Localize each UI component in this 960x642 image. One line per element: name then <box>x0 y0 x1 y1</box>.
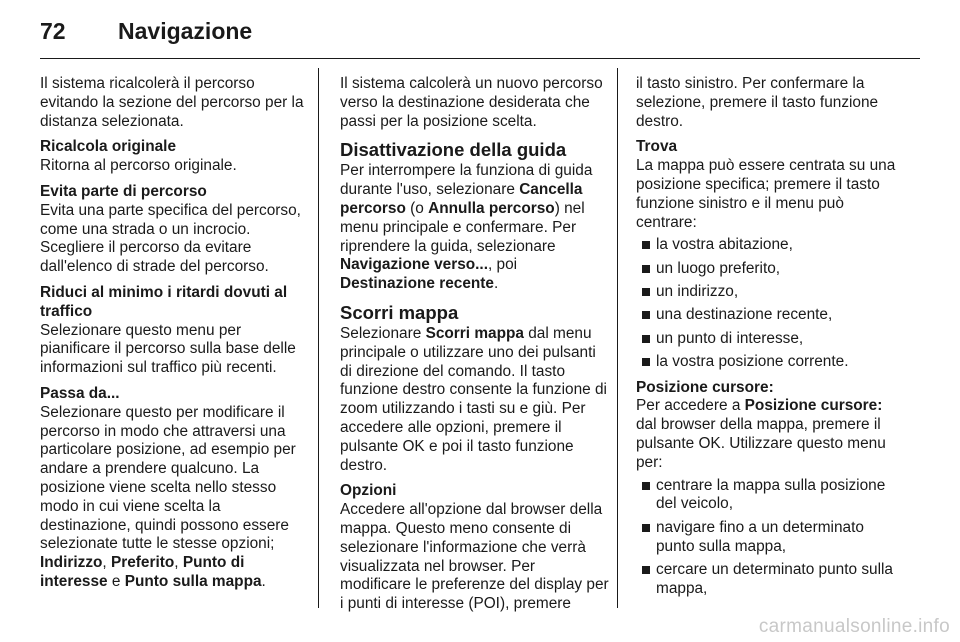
option-punto-di-interesse: Punto di interesse <box>40 554 245 590</box>
list-item: cercare un determinato punto sulla mappa, <box>636 561 906 599</box>
header-rule <box>40 58 920 59</box>
body-text: ) nel menu principale e confermare. Per riprendere la guida, selezionare <box>340 199 585 255</box>
subheading: Ricalcola originale <box>40 138 176 156</box>
list-item: centrare la mappa sulla posizione del veicolo, <box>636 477 906 515</box>
list-item: la vostra posizione corrente. <box>636 353 906 372</box>
body-text: La mappa può essere centrata su una posizione specifica; premere il tasto funzione sinistro e il menu può centrare: <box>636 157 896 231</box>
body-text: Ritorna al percorso originale. <box>40 157 237 175</box>
body-text: Selezionare <box>340 324 426 342</box>
column-right <box>636 75 906 603</box>
subheading: Opzioni <box>340 482 397 500</box>
subheading: Trova <box>636 138 678 156</box>
option-indirizzo: Indirizzo <box>40 554 103 572</box>
list-item: un luogo preferito, <box>636 260 906 279</box>
section-opzioni <box>340 482 610 614</box>
list-item: un indirizzo, <box>636 283 906 302</box>
body-text: Per interrompere la funziona di guida durante l'uso, selezionare <box>340 162 593 199</box>
body-text: Selezionare questo per modificare il percorso in modo che attraversi una particolare posizione, ad esempio per andare a prendere qualcuno. La posizione viene scelta nello stesso modo in cui viene scelta la destinazione, quindi possono essere selezionate tutte le stesse opzioni; <box>40 403 296 553</box>
page-header <box>40 18 920 58</box>
option-punto-sulla-mappa: Punto sulla mappa <box>124 572 262 590</box>
section-heading-scorri-mappa: Scorri mappa <box>340 301 459 323</box>
body-text: dal menu principale o utilizzare uno dei pulsanti di direzione del comando. Il tasto funzione destro consente la funzione di zoom utilizzando i tasti su e giù. Per accedere alle opzioni, premere il pulsante OK e poi il tasto funzione destro. <box>340 324 607 474</box>
page-number: 72 <box>40 18 66 44</box>
term-scorri-mappa: Scorri mappa <box>425 324 524 342</box>
body-text: Per accedere a <box>636 397 745 415</box>
column-middle <box>340 75 610 614</box>
section-trova <box>636 138 906 232</box>
term-posizione-cursore: Posizione cursore: <box>744 397 883 415</box>
disattivazione-text <box>340 162 610 294</box>
separator: . <box>261 572 266 590</box>
separator: , <box>102 554 111 572</box>
square-bullet-icon <box>642 335 650 343</box>
body-text: Evita una parte specifica del percorso, come una strada o un incrocio. Scegliere il percorso da evitare dall'elenco di strade del percorso. <box>40 201 301 276</box>
trova-list <box>636 236 906 371</box>
square-bullet-icon <box>642 524 650 532</box>
section-heading-disattivazione: Disattivazione della guida <box>340 139 567 161</box>
chapter-title: Navigazione <box>118 18 253 44</box>
continued-paragraph: il tasto sinistro. Per confermare la selezione, premere il tasto funzione destro. <box>636 75 879 130</box>
list-item: una destinazione recente, <box>636 306 906 325</box>
subheading: Riduci al minimo i ritardi dovuti al traffico <box>40 283 288 320</box>
section-riduci <box>40 284 310 378</box>
intro-paragraph: Il sistema ricalcolerà il percorso evitando la sezione del percorso per la distanza selezionata. <box>40 75 304 130</box>
section-evita <box>40 183 310 277</box>
separator: e <box>107 572 125 590</box>
term-destinazione-recente: Destinazione recente <box>340 275 494 293</box>
list-item: la vostra abitazione, <box>636 236 906 255</box>
column-divider <box>617 68 618 608</box>
body-text: dal browser della mappa, premere il pulsante OK. Utilizzare questo menu per: <box>636 416 886 471</box>
body-text: , poi <box>487 256 518 274</box>
option-preferito: Preferito <box>110 554 175 572</box>
scorri-mappa-text <box>340 325 610 475</box>
column-divider <box>318 68 319 608</box>
body-text: Accedere all'opzione dal browser della mappa. Questo meno consente di selezionare l'informazione che verrà visualizzata nel browser. Per modificare le preferenze del display per i punti di interesse (POI), premere <box>340 501 609 613</box>
list-item: un punto di interesse, <box>636 330 906 349</box>
watermark: carmanualsonline.info <box>758 616 950 637</box>
list-item: navigare fino a un determinato punto sulla mappa, <box>636 519 906 557</box>
square-bullet-icon <box>642 288 650 296</box>
section-ricalcola <box>40 138 310 176</box>
term-navigazione-verso: Navigazione verso... <box>340 256 488 274</box>
section-posizione-cursore <box>636 379 906 473</box>
body-text: . <box>493 275 499 293</box>
subheading: Evita parte di percorso <box>40 182 207 200</box>
section-passa-da <box>40 385 310 592</box>
separator: , <box>174 554 183 572</box>
subheading: Passa da... <box>40 384 120 402</box>
square-bullet-icon <box>642 566 650 574</box>
intro-paragraph: Il sistema calcolerà un nuovo percorso verso la destinazione desiderata che passi per la posizione scelta. <box>340 75 603 130</box>
square-bullet-icon <box>642 241 650 249</box>
body-text: (o <box>405 199 429 217</box>
square-bullet-icon <box>642 358 650 366</box>
term-cancella-percorso: Cancella percorso <box>340 181 583 217</box>
term-annulla-percorso: Annulla percorso <box>428 199 555 217</box>
posizione-cursore-list <box>636 477 906 599</box>
square-bullet-icon <box>642 265 650 273</box>
column-left <box>40 75 310 592</box>
body-text: Selezionare questo menu per pianificare il percorso sulla base delle informazioni sul traffico più recenti. <box>40 321 296 377</box>
square-bullet-icon <box>642 482 650 490</box>
subheading: Posizione cursore: <box>636 378 774 396</box>
square-bullet-icon <box>642 311 650 319</box>
